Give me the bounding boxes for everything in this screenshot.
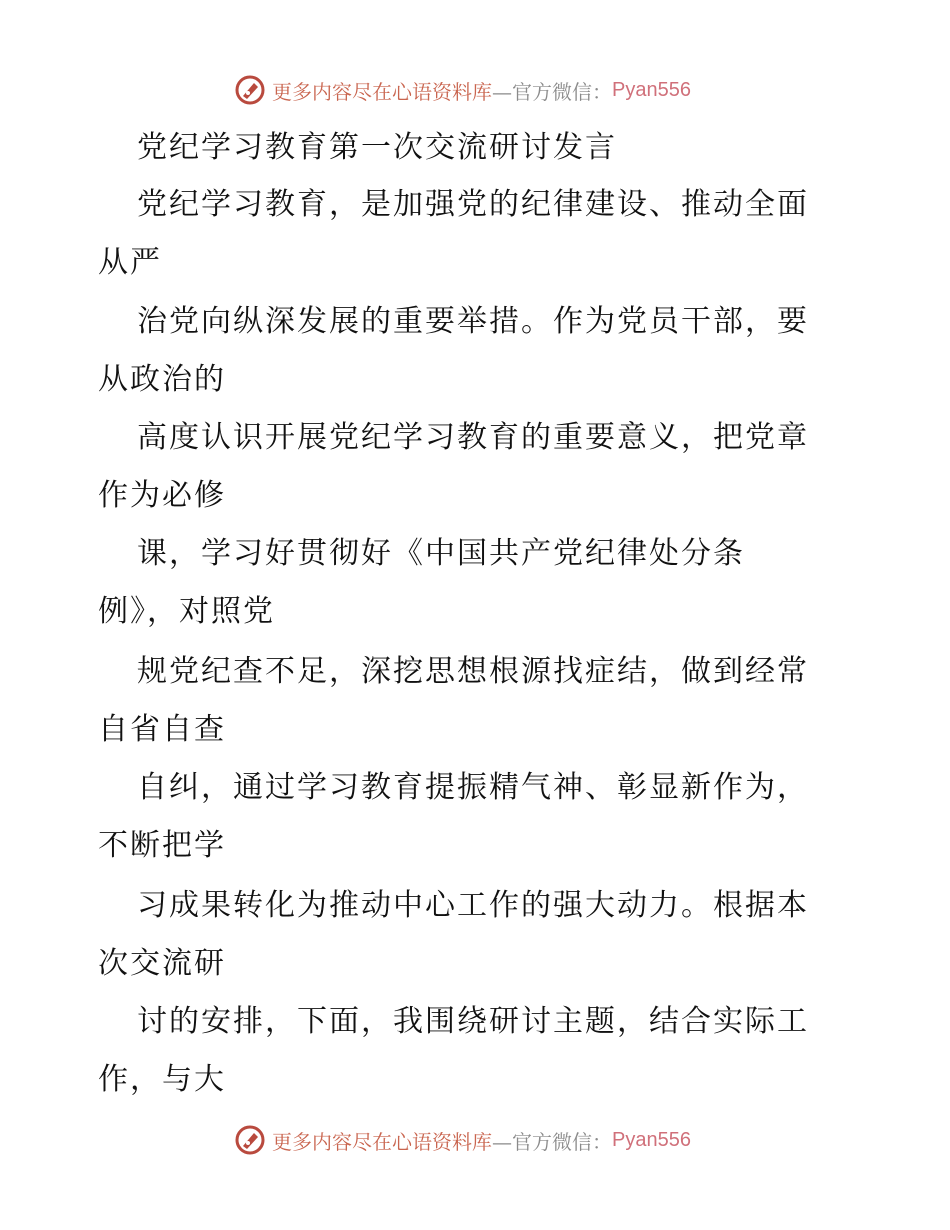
- body-line: 作为必修: [98, 478, 226, 513]
- body-line: 规党纪查不足，深挖思想根源找症结，做到经常: [137, 654, 809, 689]
- body-line: 党纪学习教育，是加强党的纪律建设、推动全面: [137, 187, 809, 222]
- separator-text: —官方微信：: [492, 79, 612, 104]
- body-line: 例》，对照党: [98, 594, 275, 629]
- body-line: 从严: [98, 245, 162, 280]
- body-line: 自省自查: [98, 712, 226, 747]
- wechat-id: Pyan556: [612, 1128, 691, 1151]
- body-line: 习成果转化为推动中心工作的强大动力。根据本: [137, 888, 809, 923]
- wechat-id: Pyan556: [612, 78, 691, 101]
- site-text: 更多内容尽在心语资料库: [272, 1129, 492, 1154]
- footer-banner: [234, 1122, 691, 1158]
- document-title: 党纪学习教育第一次交流研讨发言: [137, 130, 617, 165]
- separator-text: —官方微信：: [492, 1129, 612, 1154]
- body-line: 自纠，通过学习教育提振精气神、彰显新作为，: [137, 770, 809, 805]
- body-line: 讨的安排，下面，我围绕研讨主题，结合实际工: [137, 1004, 809, 1039]
- header-banner: [234, 72, 691, 108]
- body-line: 高度认识开展党纪学习教育的重要意义，把党章: [137, 420, 809, 455]
- body-line: 课，学习好贯彻好《中国共产党纪律处分条: [137, 536, 745, 571]
- pen-nib-logo-icon: [234, 74, 266, 106]
- body-line: 治党向纵深发展的重要举措。作为党员干部，要: [137, 304, 809, 339]
- site-text: 更多内容尽在心语资料库: [272, 79, 492, 104]
- body-line: 从政治的: [98, 362, 226, 397]
- pen-nib-logo-icon: [234, 1124, 266, 1156]
- body-line: 不断把学: [98, 828, 226, 863]
- body-line: 次交流研: [98, 946, 226, 981]
- body-line: 作，与大: [98, 1062, 226, 1097]
